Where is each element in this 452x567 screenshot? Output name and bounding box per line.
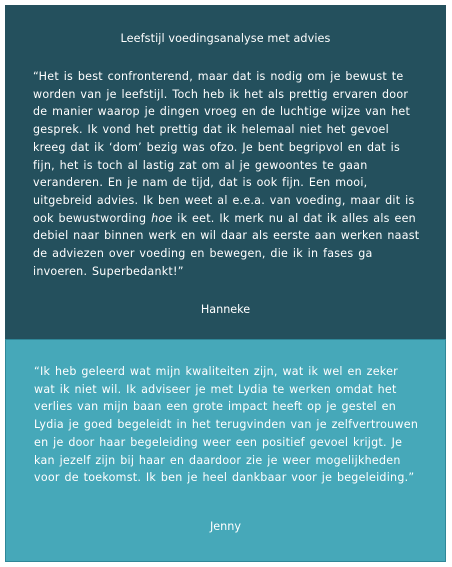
testimonial-quote [34,363,432,487]
quote-line: verlies van mijn baan een grote impact heeft op je gestel en [34,400,396,414]
quote-line: kan jezelf zijn bij haar en daardoor zie je weer mogelijkheden [34,453,401,467]
quote-line: uitgebreid advies. Ik ben weet al e.e.a. van voeding, maar dit is [33,193,415,207]
quote-line: worden van je leefstijl. Toch heb ik het als prettig ervaren door [33,87,409,101]
testimonial-title: Leefstijl voedingsanalyse met advies [120,32,331,45]
quote-line [33,210,431,228]
testimonial-author: Jenny [210,520,241,533]
quote-line: invoeren. Superbedankt!” [33,264,184,278]
quote-emphasis: hoe [151,211,173,225]
quote-line: debiel naar binnen werk en wil daar als eerste aan werken naast [33,229,420,243]
quote-line: wat ik niet wil. Ik adviseer je met Lydia te werken omdat het [34,382,397,396]
testimonial-card-hanneke [5,5,446,339]
quote-line: kreeg dat ik ‘dom’ bezig was ofzo. Je bent begripvol en dat is [33,140,401,154]
quote-line: Lydia je goed begeleidt in het terugvinden van je zelfvertrouwen [34,418,419,432]
quote-line: de adviezen over voeding en bewegen, die ik in fases ga [33,247,373,261]
quote-line: en je door haar begeleiding weer een positief gevoel krijgt. Je [34,435,403,449]
quote-text: ik eet. Ik merk nu al dat ik alles als een [172,211,416,225]
quote-line: gesprek. Ik vond het prettig dat ik helemaal niet het gevoel [33,123,389,137]
quote-line: “Ik heb geleerd wat mijn kwaliteiten zijn, wat ik wel en zeker [34,365,398,378]
quote-line: voor de toekomst. Ik ben je heel dankbaar voor je begeleiding.” [34,471,415,485]
quote-line: de manier waarop je dingen vroeg en de luchtige wijze van het [33,105,411,119]
quote-line: veranderen. En je nam de tijd, dat is ook fijn. Een mooi, [33,176,368,190]
testimonial-author: Hanneke [200,303,251,316]
quote-text: ook bewustwording [33,211,152,225]
quote-line: “Het is best confronterend, maar dat is nodig om je bewust te [33,70,404,83]
testimonial-card-jenny [5,339,446,562]
testimonial-quote [33,68,431,280]
quote-line: fijn, het is toch al lastig zat om al je gewoontes te gaan [33,158,368,172]
